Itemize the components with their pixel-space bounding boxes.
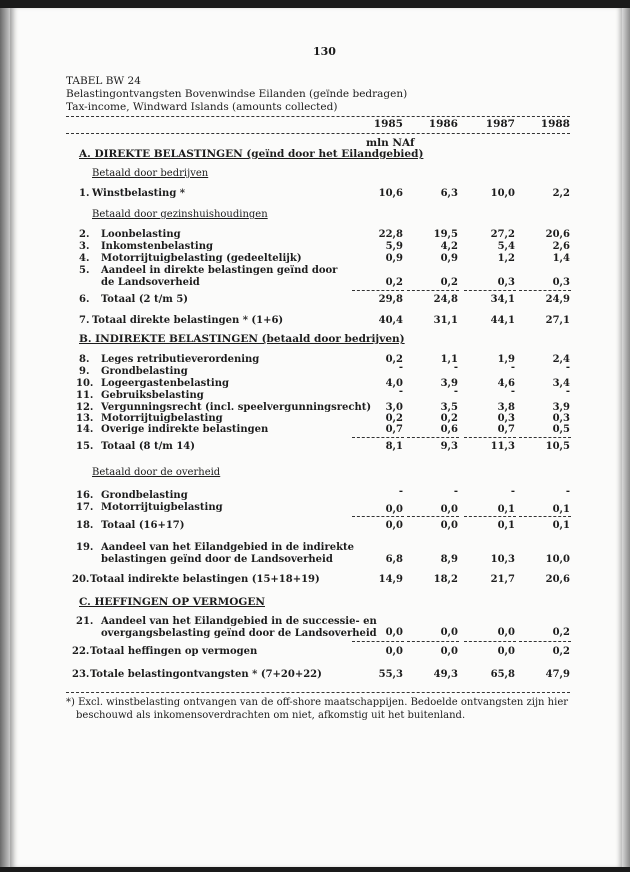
cell: 0,3 — [552, 413, 570, 424]
cell: 0,3 — [552, 277, 570, 288]
table-title-en: Tax-income, Windward Islands (amounts collected) — [66, 101, 338, 113]
row-1-label: Winstbelasting * — [92, 188, 186, 199]
cell: 49,3 — [433, 669, 458, 680]
cell: 8,1 — [385, 441, 403, 452]
cell: 0,0 — [497, 646, 515, 657]
row-19-label-cont: belastingen geïnd door de Landsoverheid — [101, 554, 333, 565]
cell: 2,4 — [552, 354, 570, 365]
section-a-sub1: Betaald door bedrijven — [92, 168, 209, 179]
cell: 0,0 — [385, 646, 403, 657]
cell: 0,2 — [385, 277, 403, 288]
row-5-no: 5. — [79, 265, 90, 276]
table-id: TABEL BW 24 — [66, 75, 141, 87]
cell: - — [398, 362, 403, 373]
cell: 0,7 — [497, 424, 515, 435]
cell: 27,2 — [490, 229, 515, 240]
cell: 27,1 — [545, 315, 570, 326]
cell: 0,1 — [552, 520, 570, 531]
cell: 0,0 — [440, 646, 458, 657]
cell: 0,0 — [497, 627, 515, 638]
cell: 10,0 — [490, 188, 515, 199]
sum-rule — [519, 290, 571, 291]
sum-rule — [464, 641, 516, 642]
row-5-label: Aandeel in direkte belastingen geïnd door — [101, 265, 338, 276]
row-20-label: Totaal indirekte belastingen (15+18+19) — [90, 574, 320, 585]
row-21-no: 21. — [76, 616, 94, 627]
row-14-no: 14. — [76, 424, 94, 435]
cell: 1,2 — [497, 253, 515, 264]
sum-rule — [464, 437, 516, 438]
row-5-label-cont: de Landsoverheid — [101, 277, 200, 288]
row-4-label: Motorrijtuigbelasting (gedeeltelijk) — [101, 253, 302, 264]
cell: - — [510, 362, 515, 373]
row-20-no: 20. — [72, 574, 90, 585]
cell: 4,2 — [440, 241, 458, 252]
row-19-no: 19. — [76, 542, 94, 553]
row-19-label: Aandeel van het Eilandgebied in de indirekte — [101, 542, 355, 553]
cell: 6,8 — [385, 554, 403, 565]
cell: 9,3 — [440, 441, 458, 452]
section-a-sub2: Betaald door gezinshuishoudingen — [92, 209, 268, 220]
header-rule-top — [66, 116, 570, 117]
footer-rule — [66, 692, 570, 693]
cell: 0,3 — [497, 413, 515, 424]
row-12-label: Vergunningsrecht (incl. speelvergunningsrecht) — [101, 402, 372, 413]
cell: 31,1 — [433, 315, 458, 326]
cell: 0,2 — [440, 413, 458, 424]
row-21-label: Aandeel van het Eilandgebied in de successie- en — [101, 616, 377, 627]
year-1985: 1985 — [373, 118, 403, 130]
page-edge-right — [622, 8, 630, 867]
row-10-no: 10. — [76, 378, 94, 389]
cell: 34,1 — [490, 294, 515, 305]
row-3-label: Inkomstenbelasting — [101, 241, 213, 252]
cell: - — [398, 386, 403, 397]
sum-rule — [407, 641, 459, 642]
row-7-no: 7. — [79, 315, 90, 326]
row-21-label-cont: overgangsbelasting geïnd door de Landsoverheid — [101, 628, 377, 639]
row-7-label: Totaal direkte belastingen * (1+6) — [92, 315, 284, 326]
cell: 2,2 — [552, 188, 570, 199]
sum-rule — [352, 290, 404, 291]
cell: 0,2 — [385, 354, 403, 365]
cell: 0,2 — [385, 413, 403, 424]
cell: 3,0 — [385, 402, 403, 413]
sum-rule — [407, 290, 459, 291]
cell: 55,3 — [378, 669, 403, 680]
cell: 0,3 — [497, 277, 515, 288]
cell: - — [510, 386, 515, 397]
row-11-label: Gebruiksbelasting — [101, 390, 204, 401]
cell: 3,5 — [440, 402, 458, 413]
section-b-sub: Betaald door de overheid — [92, 467, 221, 478]
cell: - — [565, 386, 570, 397]
cell: - — [565, 486, 570, 497]
year-1986: 1986 — [428, 118, 458, 130]
row-17-no: 17. — [76, 502, 94, 513]
cell: 1,4 — [552, 253, 570, 264]
row-15-label: Totaal (8 t/m 14) — [101, 441, 195, 452]
cell: 0,6 — [440, 424, 458, 435]
footnote-line-2: beschouwd als inkomensoverdrachten om niet, afkomstig uit het buitenland. — [76, 710, 466, 721]
cell: 6,3 — [440, 188, 458, 199]
cell: 47,9 — [545, 669, 570, 680]
row-23-label: Totale belastingontvangsten * (7+20+22) — [90, 669, 322, 680]
sum-rule — [352, 437, 404, 438]
row-4-no: 4. — [79, 253, 90, 264]
cell: 0,0 — [385, 627, 403, 638]
cell: 8,9 — [440, 554, 458, 565]
cell: 0,1 — [552, 504, 570, 515]
row-1-no: 1. — [79, 188, 90, 199]
row-18-no: 18. — [76, 520, 94, 531]
cell: 1,9 — [497, 354, 515, 365]
cell: 5,9 — [385, 241, 403, 252]
cell: 3,4 — [552, 378, 570, 389]
row-22-label: Totaal heffingen op vermogen — [90, 646, 258, 657]
cell: 4,0 — [385, 378, 403, 389]
unit-label: mln NAf — [366, 137, 415, 149]
cell: 2,6 — [552, 241, 570, 252]
header-rule-bottom — [66, 133, 570, 134]
cell: 3,9 — [552, 402, 570, 413]
cell: 20,6 — [545, 229, 570, 240]
row-11-no: 11. — [76, 390, 94, 401]
cell: 0,0 — [385, 504, 403, 515]
row-10-label: Logeergastenbelasting — [101, 378, 229, 389]
sum-rule — [407, 437, 459, 438]
cell: 0,0 — [440, 520, 458, 531]
cell: 0,0 — [440, 504, 458, 515]
cell: 14,9 — [378, 574, 403, 585]
cell: 20,6 — [545, 574, 570, 585]
cell: 10,3 — [490, 554, 515, 565]
row-13-label: Motorrijtuigbelasting — [101, 413, 223, 424]
sum-rule — [464, 290, 516, 291]
cell: 0,1 — [497, 520, 515, 531]
page-number: 130 — [313, 45, 336, 58]
row-6-no: 6. — [79, 294, 90, 305]
sum-rule — [519, 641, 571, 642]
cell: 40,4 — [378, 315, 403, 326]
row-18-label: Totaal (16+17) — [101, 520, 185, 531]
cell: 0,0 — [440, 627, 458, 638]
section-c-heading: C. HEFFINGEN OP VERMOGEN — [79, 596, 265, 608]
cell: 3,9 — [440, 378, 458, 389]
table-title-nl: Belastingontvangsten Bovenwindse Eilanden (geïnde bedragen) — [66, 88, 408, 100]
row-3-no: 3. — [79, 241, 90, 252]
cell: 19,5 — [433, 229, 458, 240]
year-1987: 1987 — [485, 118, 515, 130]
cell: - — [453, 486, 458, 497]
cell: 0,2 — [552, 646, 570, 657]
cell: 18,2 — [433, 574, 458, 585]
row-9-no: 9. — [79, 366, 90, 377]
row-23-no: 23. — [72, 669, 90, 680]
cell: 10,6 — [378, 188, 403, 199]
cell: 21,7 — [490, 574, 515, 585]
cell: - — [510, 486, 515, 497]
cell: 0,2 — [552, 627, 570, 638]
cell: 5,4 — [497, 241, 515, 252]
cell: 65,8 — [490, 669, 515, 680]
row-14-label: Overige indirekte belastingen — [101, 424, 269, 435]
cell: 22,8 — [378, 229, 403, 240]
sum-rule — [352, 641, 404, 642]
row-16-label: Grondbelasting — [101, 490, 188, 501]
cell: 0,1 — [497, 504, 515, 515]
cell: 3,8 — [497, 402, 515, 413]
section-a-heading: A. DIREKTE BELASTINGEN (geïnd door het Eilandgebied) — [79, 148, 424, 160]
cell: 24,9 — [545, 294, 570, 305]
row-6-label: Totaal (2 t/m 5) — [101, 294, 189, 305]
cell: 0,0 — [385, 520, 403, 531]
sum-rule — [464, 516, 516, 517]
cell: - — [453, 386, 458, 397]
cell: 10,5 — [545, 441, 570, 452]
cell: 0,9 — [385, 253, 403, 264]
row-2-label: Loonbelasting — [101, 229, 181, 240]
sum-rule — [519, 516, 571, 517]
section-b-heading: B. INDIREKTE BELASTINGEN (betaald door bedrijven) — [79, 333, 405, 345]
cell: 0,2 — [440, 277, 458, 288]
row-8-label: Leges retributieverordening — [101, 354, 260, 365]
row-13-no: 13. — [76, 413, 94, 424]
year-1988: 1988 — [540, 118, 570, 130]
cell: 29,8 — [378, 294, 403, 305]
page-edge-left — [0, 8, 10, 867]
sum-rule — [352, 516, 404, 517]
row-12-no: 12. — [76, 402, 94, 413]
sum-rule — [519, 437, 571, 438]
row-15-no: 15. — [76, 441, 94, 452]
cell: 4,6 — [497, 378, 515, 389]
cell: 0,7 — [385, 424, 403, 435]
row-8-no: 8. — [79, 354, 90, 365]
row-2-no: 2. — [79, 229, 90, 240]
cell: 44,1 — [490, 315, 515, 326]
row-16-no: 16. — [76, 490, 94, 501]
footnote-line-1: *) Excl. winstbelasting ontvangen van de off-shore maatschappijen. Bedoelde ontvangsten zijn hier — [66, 697, 569, 708]
row-17-label: Motorrijtuigbelasting — [101, 502, 223, 513]
cell: - — [565, 362, 570, 373]
cell: 24,8 — [433, 294, 458, 305]
cell: 0,9 — [440, 253, 458, 264]
cell: 10,0 — [545, 554, 570, 565]
cell: 0,5 — [552, 424, 570, 435]
sum-rule — [407, 516, 459, 517]
cell: 11,3 — [490, 441, 515, 452]
cell: - — [453, 362, 458, 373]
row-22-no: 22. — [72, 646, 90, 657]
row-9-label: Grondbelasting — [101, 366, 188, 377]
cell: - — [398, 486, 403, 497]
cell: 1,1 — [440, 354, 458, 365]
